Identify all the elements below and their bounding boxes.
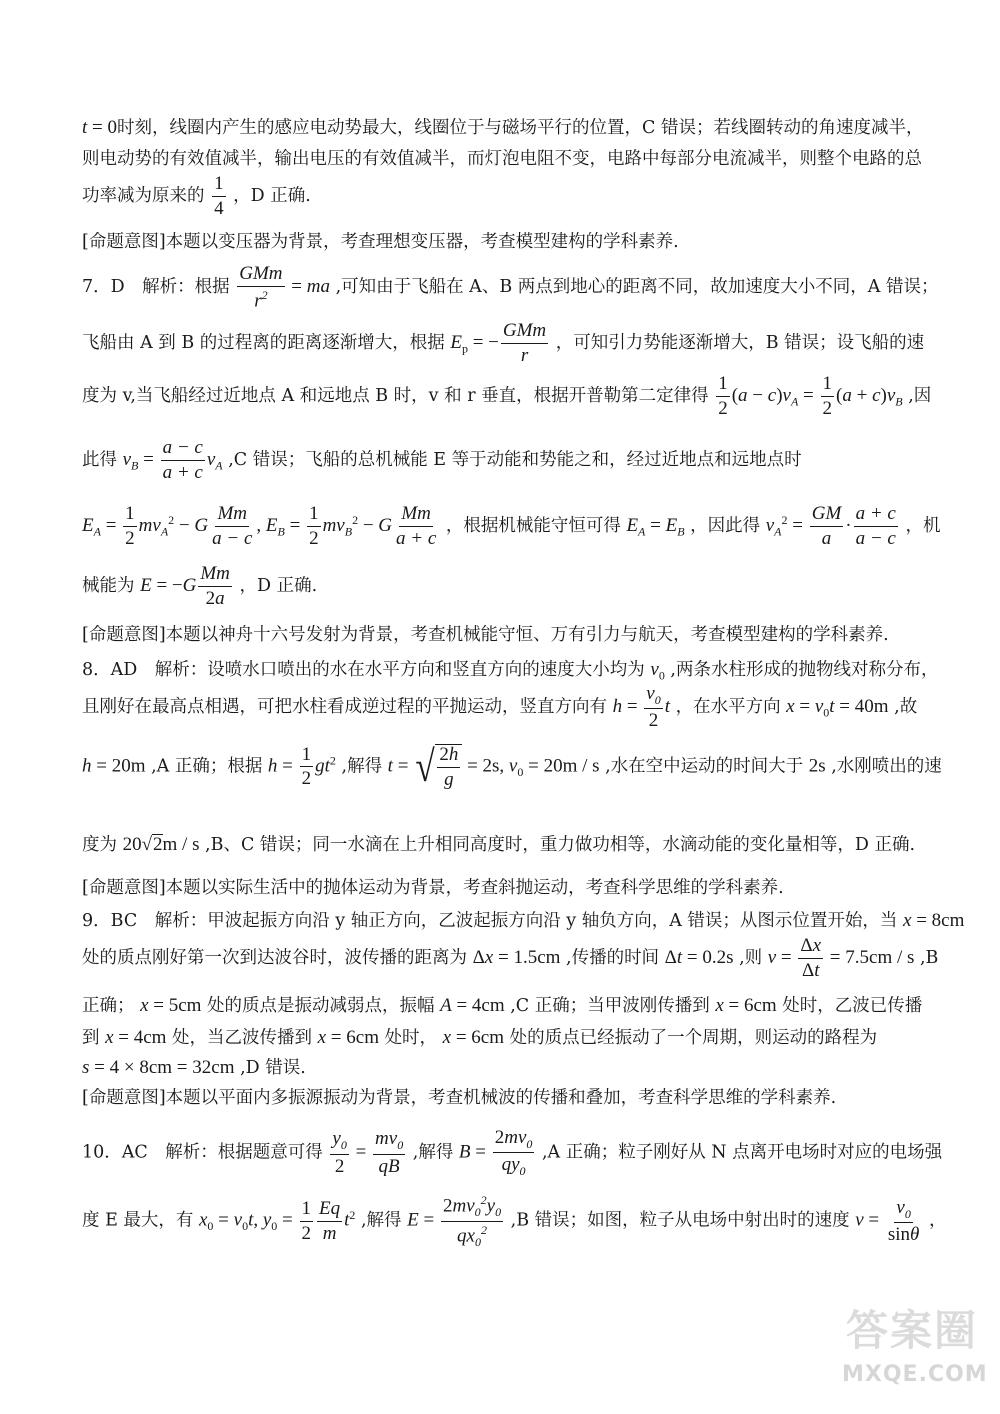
q9-line-3: 正确； x = 5cm 处的质点是振动减弱点，振幅 A = 4cm ,C 正确；当甲波刚传播到 x = 6cm 处时，乙波已传播 bbox=[82, 995, 923, 1016]
fraction-one-quarter: $\frac{1}{4}$ bbox=[214, 173, 224, 219]
q8-intent: [命题意图]本题以实际生活中的抛体运动为背景，考查斜抛运动，考查科学思维的学科素养. bbox=[82, 878, 784, 898]
q8-line-2: 且刚好在最高点相遇，可把水柱看成逆过程的平抛运动，竖直方向有 h = $\frac{v_0}{2}$ t ，在水平方向 $x = v_0t = 40m$ ,故 bbox=[82, 683, 918, 732]
q6-line-1: t = 0时刻，线圈内产生的感应电动势最大，线圈位于与磁场平行的位置，C 错误；若线圈转动的角速度减半， bbox=[82, 117, 924, 138]
q7-line-3: 度为 v,当飞船经过近地点 A 和远地点 B 时，v 和 r 垂直，根据开普勒第二定律得 $\frac{1}{2}$ $(a - c)v_A$ = $\frac{1}{2}$ $(a + c)v_B$ ,因 bbox=[82, 373, 932, 419]
q7-line-4: 此得 $v_B$ = $\frac{a - c}{a + c}$ $v_A$ ,C 错误；飞船的总机械能 E 等于动能和势能之和，经过近地点和远地点时 bbox=[82, 437, 802, 483]
q7-line-1: 7．D 解析：根据 GMm $r^2$ = ma ,可知由于飞船在 A、B 两点到地心的距离不同，故加速度大小不同，A 错误； bbox=[82, 263, 939, 312]
watermark-logo-text: 答案圈 bbox=[845, 1306, 978, 1355]
watermark-url: MXQE.COM bbox=[842, 1362, 988, 1387]
q8-line-4: 度为 20 √ 2 m / s ,B、C 错误；同一水滴在上升相同高度时，重力做功相等，水滴动能的变化量相等，D 正确. bbox=[82, 834, 916, 855]
q6-intent: [命题意图]本题以变压器为背景，考查理想变压器，考查模型建构的学科素养. bbox=[82, 232, 679, 252]
q9-line-4: 到 x = 4cm 处，当乙波传播到 x = 6cm 处时， x = 6cm 处的质点已经振动了一个周期，则运动的路程为 bbox=[82, 1027, 878, 1048]
q7-line-5: $E_A$ = $\frac{1}{2}$ $mv_A^2 - G$ $\frac{Mm}{a - c}$ , $E_B$ = $\frac{1}{2}$ $mv_B^2 - G$ $\frac{Mm}{a + c}$ ，根据机械能守恒可得 $E_A = E_B$ ，因此得 $v_A^2$ = $\frac{GM}{a}$ · $\frac{a + c}{a - c}$ ，机 bbox=[82, 503, 941, 549]
q9-intent: [命题意图]本题以平面内多振源振动为背景，考查机械波的传播和叠加，考查科学思维的学科素养. bbox=[82, 1088, 837, 1108]
q10-line-2: 度 E 最大，有 $x_0 = v_0t$, $y_0$ = $\frac{1}{2}$ $\frac{Eq}{m}$ $t^2$ ,解得 E = $\frac{2mv_0^2y_0}{qx_0^2}$ ,B 错误；如图，粒子从电场中射出时的速度 v = $\frac{v_0}{\sin\theta}$ ， bbox=[82, 1193, 947, 1249]
site-watermark bbox=[842, 1298, 988, 1398]
q8-line-1: 8．AD 解析：设喷水口喷出的水在水平方向和竖直方向的速度大小均为 $v_0$ ,两条水柱形成的抛物线对称分布， bbox=[82, 659, 939, 683]
q9-line-2: 处的质点刚好第一次到达波谷时，波传播的距离为 Δx = 1.5cm ,传播的时间 Δt = 0.2s ,则 v = $\frac{\Delta x}{\Delta t}$ = 7.5cm / s ,B bbox=[82, 935, 939, 981]
q7-line-2: 飞船由 A 到 B 的过程离的距离逐渐增大，根据 $E_p$ = − GMm r ，可知引力势能逐渐增大，B 错误；设飞船的速 bbox=[82, 320, 925, 366]
q8-line-3: h = 20m ,A 正确；根据 h = $\frac{1}{2}$ $gt^2$ ,解得 t = √ $\frac{2h}{g}$ = 2s, $v_0 = 20m / s$ ,水在空中运动的时间大于 2s ,水刚喷出的速 bbox=[82, 741, 942, 791]
q6-line-3: 功率减为原来的 $\frac{1}{4}$ ，D 正确. bbox=[82, 173, 311, 219]
q6-line-2: 则电动势的有效值减半，输出电压的有效值减半，而灯泡电阻不变，电路中每部分电流减半，则整个电路的总 bbox=[82, 149, 922, 169]
q7-intent: [命题意图]本题以神舟十六号发射为背景，考查机械能守恒、万有引力与航天，考查模型建构的学科素养. bbox=[82, 625, 889, 645]
q10-line-1: 10．AC 解析：根据题意可得 $\frac{y_0}{2}$ = $\frac{mv_0}{qB}$ ,解得 B = $\frac{2mv_0}{qy_0}$ ,A 正确；粒子刚好从 N 点离开电场时对应的电场强 bbox=[82, 1127, 943, 1179]
q9-line-1: 9．BC 解析：甲波起振方向沿 y 轴正方向，乙波起振方向沿 y 轴负方向，A 错误；从图示位置开始，当 x = 8cm bbox=[82, 910, 965, 931]
q7-line-6: 械能为 E = −G $\frac{Mm}{2a}$ ，D 正确. bbox=[82, 563, 318, 609]
q9-line-5: s = 4 × 8cm = 32cm ,D 错误. bbox=[82, 1057, 306, 1078]
